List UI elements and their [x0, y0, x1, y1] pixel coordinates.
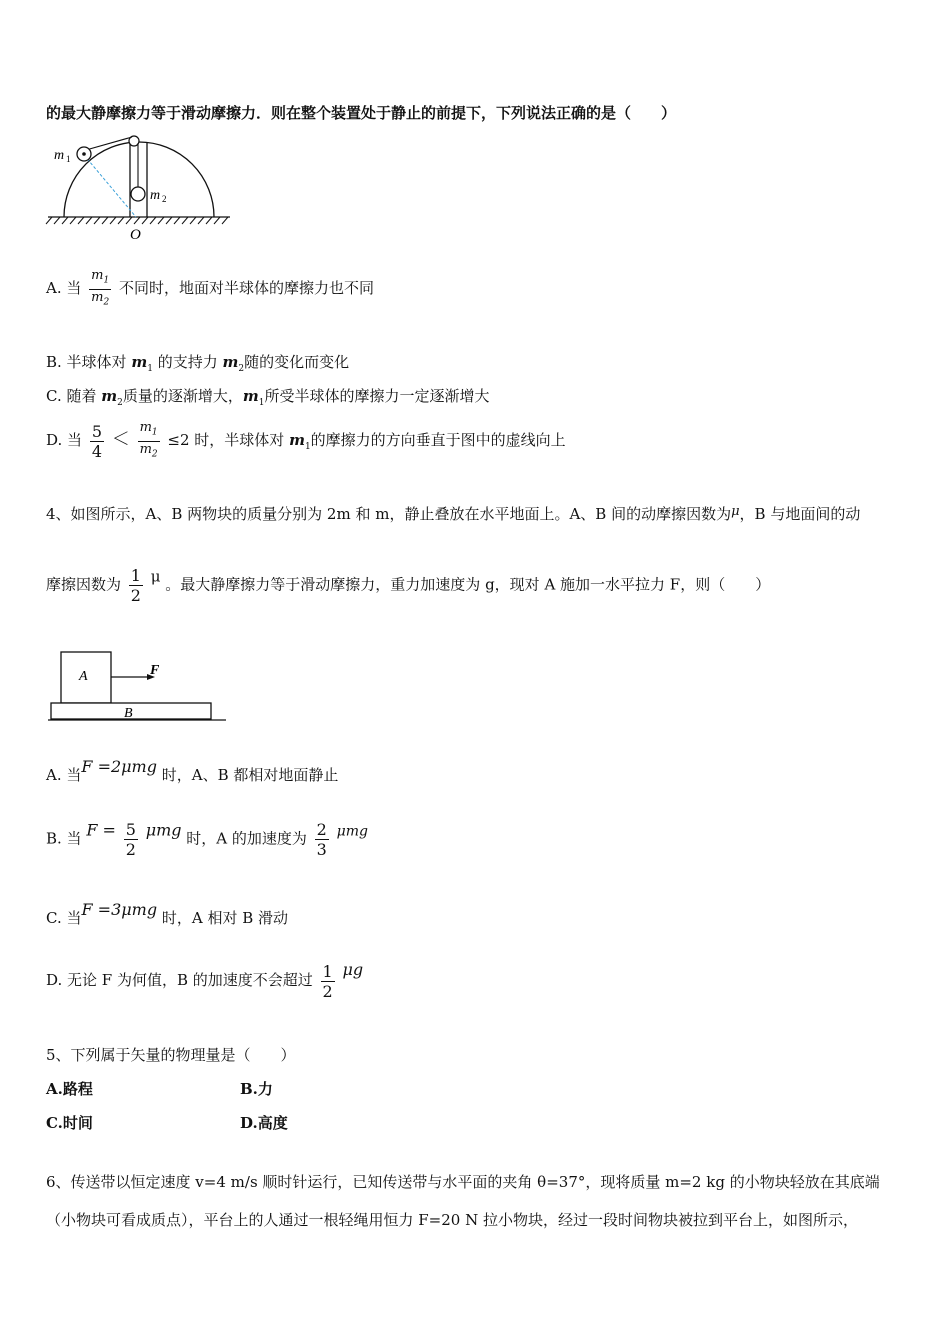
q5-option-d: D.高度 [240, 1114, 288, 1132]
force-f-label: F [150, 663, 160, 678]
m1-sub: 1 [66, 154, 71, 164]
half-fraction: $\frac{1}{2}$ [130, 566, 141, 605]
blocks-figure [44, 646, 234, 726]
block-b-label: B [124, 706, 133, 721]
hemisphere-figure [44, 135, 234, 245]
q3-a-prefix: A. 当 [46, 279, 82, 298]
q3-option-a [46, 268, 374, 310]
q4-option-b: B. 当 F = $\frac{5}{2}$ μmg 时，A 的加速度为 $\frac{2}{3}$ μmg [46, 820, 368, 859]
five-halves-fraction: $\frac{5}{2}$ [125, 820, 136, 859]
q4-stem-line1: 4、如图所示，A、B 两物块的质量分别为 2m 和 m，静止叠放在水平地面上。A、B 间的动摩擦因数为μ，B 与地面间的动 [46, 504, 861, 523]
five-quarters-fraction: $\frac{5}{4}$ [91, 421, 102, 461]
block-a-label: A [79, 669, 88, 684]
q3-stem-tail: 的最大静摩擦力等于滑动摩擦力．则在整个装置处于静止的前提下，下列说法正确的是（ ） [46, 104, 677, 122]
q3-option-c: C. 随着 $m_2$质量的逐渐增大，$m_1$所受半球体的摩擦力一定逐渐增大 [46, 387, 490, 408]
mass-ratio-fraction: $\frac{m_1}{m_2}$ [91, 268, 110, 308]
q5-option-b: B.力 [240, 1080, 273, 1098]
q6-stem-line1: 6、传送带以恒定速度 v=4 m/s 顺时针运行，已知传送带与水平面的夹角 θ=37°，现将质量 m=2 kg 的小物块轻放在其底端 [46, 1173, 880, 1191]
q4-option-a: A. 当F =2μmg 时，A、B 都相对地面静止 [46, 757, 339, 784]
q5-stem: 5、下列属于矢量的物理量是（ ） [46, 1046, 296, 1064]
mass-ratio-fraction-d: $\frac{m_1}{m_2}$ [139, 420, 158, 460]
q5-option-a: A.路程 [46, 1080, 93, 1098]
two-thirds-fraction: $\frac{2}{3}$ [316, 820, 327, 859]
m2-sub: 2 [162, 194, 167, 204]
m1-label: m [54, 148, 65, 163]
q5-option-c: C.时间 [46, 1114, 93, 1132]
q4-stem-line2: 摩擦因数为 $\frac{1}{2}$ μ 。最大静摩擦力等于滑动摩擦力，重力加速度为 g，现对 A 施加一水平拉力 F，则（ ） [46, 566, 771, 605]
m2-label: m [150, 188, 161, 203]
q4-option-c: C. 当F =3μmg 时，A 相对 B 滑动 [46, 900, 289, 927]
origin-label: O [130, 227, 141, 243]
q6-stem-line2: （小物块可看成质点），平台上的人通过一根轻绳用恒力 F=20 N 拉小物块，经过一段时间物块被拉到平台上，如图所示， [46, 1211, 858, 1229]
half-fraction-d: $\frac{1}{2}$ [322, 961, 333, 1001]
q3-a-suffix: 不同时，地面对半球体的摩擦力也不同 [119, 279, 375, 298]
q3-option-b: B. 半球体对 $m_1$ 的支持力 $m_2$随的变化而变化 [46, 353, 350, 374]
q4-option-d: D. 无论 F 为何值，B 的加速度不会超过 $\frac{1}{2}$ μg [46, 960, 364, 1001]
q3-option-d: D. 当 $\frac{5}{4}$ ＜ $\frac{m_1}{m_2}$ ≤2 时，半球体对 $m_1$的摩擦力的方向垂直于图中的虚线向上 [46, 420, 566, 461]
